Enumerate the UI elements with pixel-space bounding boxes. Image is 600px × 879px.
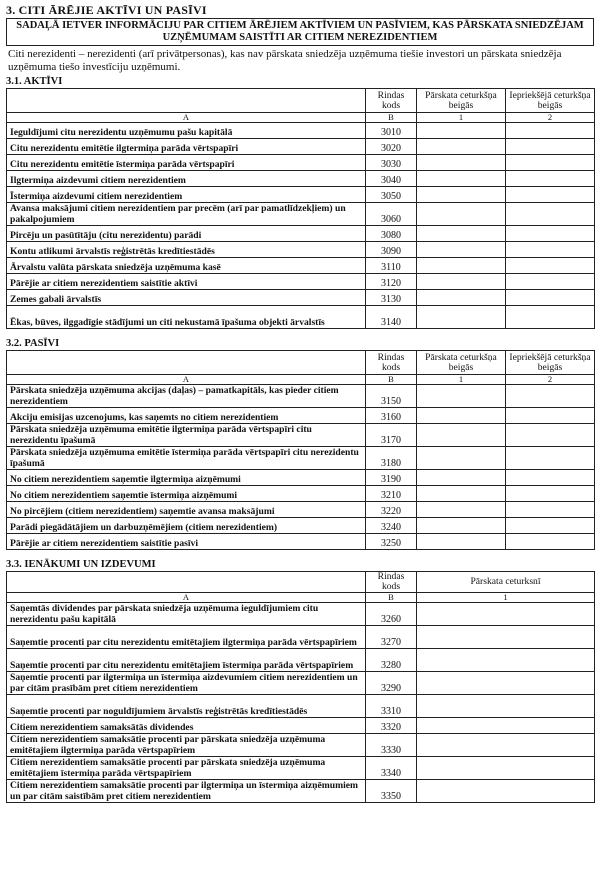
- value-input-cell[interactable]: [417, 424, 506, 447]
- table-row: [7, 757, 595, 780]
- value-input-cell[interactable]: [417, 518, 506, 534]
- index-cell: B: [366, 113, 417, 123]
- row-label: Parādi piegādātājiem un darbuzņēmējiem (citiem nerezidentiem): [7, 518, 366, 534]
- pasivi-heading: 3.2. PASĪVI: [6, 338, 60, 349]
- row-code: 3170: [366, 424, 417, 447]
- table-row: [7, 274, 595, 290]
- value-input-cell[interactable]: [417, 734, 595, 757]
- row-label: Ārvalstu valūta pārskata sniedzēja uzņēmuma kasē: [7, 258, 366, 274]
- aktivi-heading: 3.1. AKTĪVI: [6, 76, 63, 87]
- current-header: Pārskata ceturksnī: [417, 572, 595, 593]
- row-label: No pircējiem (citiem nerezidentiem) saņemtie avansa maksājumi: [7, 502, 366, 518]
- table-row: [7, 226, 595, 242]
- value-input-cell[interactable]: [506, 139, 595, 155]
- row-code: 3030: [366, 155, 417, 171]
- value-input-cell[interactable]: [417, 242, 506, 258]
- value-input-cell[interactable]: [417, 649, 595, 672]
- row-code: 3060: [366, 203, 417, 226]
- row-code: 3040: [366, 171, 417, 187]
- value-input-cell[interactable]: [417, 155, 506, 171]
- row-code: 3120: [366, 274, 417, 290]
- ienakumi-table: [6, 571, 595, 803]
- table-row: [7, 424, 595, 447]
- table-row: [7, 408, 595, 424]
- value-input-cell[interactable]: [417, 258, 506, 274]
- value-input-cell[interactable]: [417, 603, 595, 626]
- row-label: Avansa maksājumi citiem nerezidentiem par precēm (arī par pamatlīdzekļiem) un pakalpojumiem: [7, 203, 366, 226]
- row-label: No citiem nerezidentiem saņemtie īstermiņa aizņēmumi: [7, 486, 366, 502]
- value-input-cell[interactable]: [417, 695, 595, 718]
- row-label: Saņemtie procenti par citu nerezidentu emitētajiem īstermiņa parāda vērtspapīriem: [7, 649, 366, 672]
- row-code: 3240: [366, 518, 417, 534]
- table-row: [7, 242, 595, 258]
- table-row: [7, 447, 595, 470]
- value-input-cell[interactable]: [417, 123, 506, 139]
- table-row: [7, 649, 595, 672]
- row-label: Pārskata sniedzēja uzņēmuma emitētie īstermiņa parāda vērtspapīri citu nerezidentu īpašumā: [7, 447, 366, 470]
- section-title: 3. CITI ĀRĒJIE AKTĪVI UN PASĪVI: [6, 3, 207, 17]
- table-row: [7, 203, 595, 226]
- row-code: 3280: [366, 649, 417, 672]
- row-code: 3250: [366, 534, 417, 550]
- value-input-cell[interactable]: [506, 385, 595, 408]
- table-row: [7, 780, 595, 803]
- value-input-cell[interactable]: [417, 447, 506, 470]
- table-row: [7, 306, 595, 329]
- section-subtitle: SADAĻĀ IETVER INFORMĀCIJU PAR CITIEM ĀRĒJIEM AKTĪVIEM UN PASĪVIEM, KAS PĀRSKATA SNIEDZĒJAM UZŅĒMUMAM SAISTĪTI AR CITIEM NEREZIDENTIEM: [6, 18, 594, 46]
- table-row: [7, 734, 595, 757]
- index-cell: B: [366, 593, 417, 603]
- form-page: [6, 4, 594, 803]
- table-row: [7, 486, 595, 502]
- pasivi-table: [6, 350, 595, 550]
- row-label: Saņemtie procenti par citu nerezidentu emitētajiem ilgtermiņa parāda vērtspapīriem: [7, 626, 366, 649]
- table-row: [7, 626, 595, 649]
- value-input-cell[interactable]: [417, 534, 506, 550]
- value-input-cell[interactable]: [506, 424, 595, 447]
- row-code: 3290: [366, 672, 417, 695]
- row-label: Saņemtās dividendes par pārskata sniedzēja uzņēmuma ieguldījumiem citu nerezidentu pašu kapitālā: [7, 603, 366, 626]
- row-label: Saņemtie procenti par ilgtermiņa un īstermiņa aizdevumiem citiem nerezidentiem un par citām prasībām pret citiem nerezidentiem: [7, 672, 366, 695]
- row-code: 3130: [366, 290, 417, 306]
- current-header: Pārskata ceturkšņa beigās: [417, 89, 506, 113]
- index-cell: 2: [506, 113, 595, 123]
- table-row: [7, 718, 595, 734]
- row-label: Kontu atlikumi ārvalstīs reģistrētās kredītiestādēs: [7, 242, 366, 258]
- value-input-cell[interactable]: [506, 187, 595, 203]
- value-input-cell[interactable]: [417, 780, 595, 803]
- row-code: 3320: [366, 718, 417, 734]
- value-input-cell[interactable]: [417, 203, 506, 226]
- value-input-cell[interactable]: [417, 502, 506, 518]
- row-code: 3160: [366, 408, 417, 424]
- index-cell: 1: [417, 593, 595, 603]
- table-row: [7, 534, 595, 550]
- value-input-cell[interactable]: [506, 226, 595, 242]
- row-code: 3090: [366, 242, 417, 258]
- value-input-cell[interactable]: [506, 470, 595, 486]
- value-input-cell[interactable]: [417, 486, 506, 502]
- table-row: [7, 695, 595, 718]
- row-code: 3330: [366, 734, 417, 757]
- row-code: 3050: [366, 187, 417, 203]
- value-input-cell[interactable]: [417, 408, 506, 424]
- value-input-cell[interactable]: [506, 486, 595, 502]
- value-input-cell[interactable]: [417, 306, 506, 329]
- row-label: Ieguldījumi citu nerezidentu uzņēmumu pašu kapitālā: [7, 123, 366, 139]
- value-input-cell[interactable]: [506, 203, 595, 226]
- value-input-cell[interactable]: [506, 242, 595, 258]
- table-row: [7, 171, 595, 187]
- row-label: Pārskata sniedzēja uzņēmuma emitētie ilgtermiņa parāda vērtspapīri citu nerezidentu īpašumā: [7, 424, 366, 447]
- row-code: 3190: [366, 470, 417, 486]
- label-header: [7, 89, 366, 113]
- value-input-cell[interactable]: [417, 274, 506, 290]
- row-code: 3310: [366, 695, 417, 718]
- table-row: [7, 155, 595, 171]
- index-cell: A: [7, 113, 366, 123]
- index-cell: 1: [417, 113, 506, 123]
- value-input-cell[interactable]: [506, 518, 595, 534]
- row-label: Ēkas, būves, ilggadīgie stādījumi un citi nekustamā īpašuma objekti ārvalstīs: [7, 306, 366, 329]
- row-label: Citu nerezidentu emitētie īstermiņa parāda vērtspapīri: [7, 155, 366, 171]
- value-input-cell[interactable]: [417, 626, 595, 649]
- row-code: 3210: [366, 486, 417, 502]
- table-row: [7, 187, 595, 203]
- previous-header: Iepriekšējā ceturkšņa beigās: [506, 89, 595, 113]
- intro-text: Citi nerezidenti – nerezidenti (arī privātpersonas), kas nav pārskata sniedzēja uzņēmuma tiešie investori un pārskata sniedzēja uzņēmuma tiešo investīciju uzņēmumi.: [8, 48, 562, 73]
- row-code: 3180: [366, 447, 417, 470]
- value-input-cell[interactable]: [417, 672, 595, 695]
- row-label: Pārskata sniedzēja uzņēmuma akcijas (daļas) – pamatkapitāls, kas pieder citiem nerezidentiem: [7, 385, 366, 408]
- row-label: Pārējie ar citiem nerezidentiem saistītie aktīvi: [7, 274, 366, 290]
- table-row: [7, 123, 595, 139]
- row-label: Citu nerezidentu emitētie ilgtermiņa parāda vērtspapīri: [7, 139, 366, 155]
- value-input-cell[interactable]: [506, 502, 595, 518]
- value-input-cell[interactable]: [417, 385, 506, 408]
- row-label: Pircēju un pasūtītāju (citu nerezidentu) parādi: [7, 226, 366, 242]
- value-input-cell[interactable]: [506, 447, 595, 470]
- table-row: [7, 470, 595, 486]
- value-input-cell[interactable]: [506, 123, 595, 139]
- row-code: 3220: [366, 502, 417, 518]
- index-cell: 2: [506, 375, 595, 385]
- value-input-cell[interactable]: [417, 171, 506, 187]
- value-input-cell[interactable]: [417, 757, 595, 780]
- code-header: Rindas kods: [366, 89, 417, 113]
- label-header: [7, 572, 366, 593]
- value-input-cell[interactable]: [506, 408, 595, 424]
- row-label: Citiem nerezidentiem samaksātie procenti par pārskata sniedzēja uzņēmuma emitētajiem īstermiņa parāda vērtspapīriem: [7, 757, 366, 780]
- value-input-cell[interactable]: [506, 171, 595, 187]
- row-code: 3260: [366, 603, 417, 626]
- row-label: No citiem nerezidentiem saņemtie ilgtermiņa aizņēmumi: [7, 470, 366, 486]
- row-label: Akciju emisijas uzcenojums, kas saņemts no citiem nerezidentiem: [7, 408, 366, 424]
- row-code: 3340: [366, 757, 417, 780]
- value-input-cell[interactable]: [417, 290, 506, 306]
- row-code: 3010: [366, 123, 417, 139]
- value-input-cell[interactable]: [506, 306, 595, 329]
- row-label: Citiem nerezidentiem samaksātās dividendes: [7, 718, 366, 734]
- value-input-cell[interactable]: [417, 187, 506, 203]
- row-label: Saņemtie procenti par noguldījumiem ārvalstīs reģistrētās kredītiestādēs: [7, 695, 366, 718]
- table-row: [7, 139, 595, 155]
- index-cell: A: [7, 375, 366, 385]
- row-code: 3140: [366, 306, 417, 329]
- value-input-cell[interactable]: [506, 274, 595, 290]
- value-input-cell[interactable]: [417, 226, 506, 242]
- label-header: [7, 351, 366, 375]
- row-label: Citiem nerezidentiem samaksātie procenti par ilgtermiņa un īstermiņa aizņēmumiem un par citām saistībām pret citiem nerezidentiem: [7, 780, 366, 803]
- table-row: [7, 603, 595, 626]
- value-input-cell[interactable]: [506, 290, 595, 306]
- table-row: [7, 502, 595, 518]
- aktivi-table: [6, 88, 595, 329]
- table-row: [7, 672, 595, 695]
- index-cell: A: [7, 593, 366, 603]
- row-label: Zemes gabali ārvalstīs: [7, 290, 366, 306]
- row-code: 3110: [366, 258, 417, 274]
- code-header: Rindas kods: [366, 572, 417, 593]
- previous-header: Iepriekšējā ceturkšņa beigās: [506, 351, 595, 375]
- code-header: Rindas kods: [366, 351, 417, 375]
- value-input-cell[interactable]: [417, 139, 506, 155]
- row-label: Citiem nerezidentiem samaksātie procenti par pārskata sniedzēja uzņēmuma emitētajiem ilgtermiņa parāda vērtspapīriem: [7, 734, 366, 757]
- ienakumi-heading: 3.3. IENĀKUMI UN IZDEVUMI: [6, 559, 156, 570]
- table-row: [7, 385, 595, 408]
- row-label: Pārējie ar citiem nerezidentiem saistītie pasīvi: [7, 534, 366, 550]
- row-code: 3270: [366, 626, 417, 649]
- table-row: [7, 258, 595, 274]
- value-input-cell[interactable]: [506, 155, 595, 171]
- index-cell: B: [366, 375, 417, 385]
- value-input-cell[interactable]: [506, 534, 595, 550]
- value-input-cell[interactable]: [417, 470, 506, 486]
- row-label: Īstermiņa aizdevumi citiem nerezidentiem: [7, 187, 366, 203]
- table-row: [7, 290, 595, 306]
- row-code: 3150: [366, 385, 417, 408]
- value-input-cell[interactable]: [417, 718, 595, 734]
- value-input-cell[interactable]: [506, 258, 595, 274]
- current-header: Pārskata ceturkšņa beigās: [417, 351, 506, 375]
- row-code: 3080: [366, 226, 417, 242]
- row-code: 3020: [366, 139, 417, 155]
- row-code: 3350: [366, 780, 417, 803]
- row-label: Ilgtermiņa aizdevumi citiem nerezidentiem: [7, 171, 366, 187]
- table-row: [7, 518, 595, 534]
- index-cell: 1: [417, 375, 506, 385]
